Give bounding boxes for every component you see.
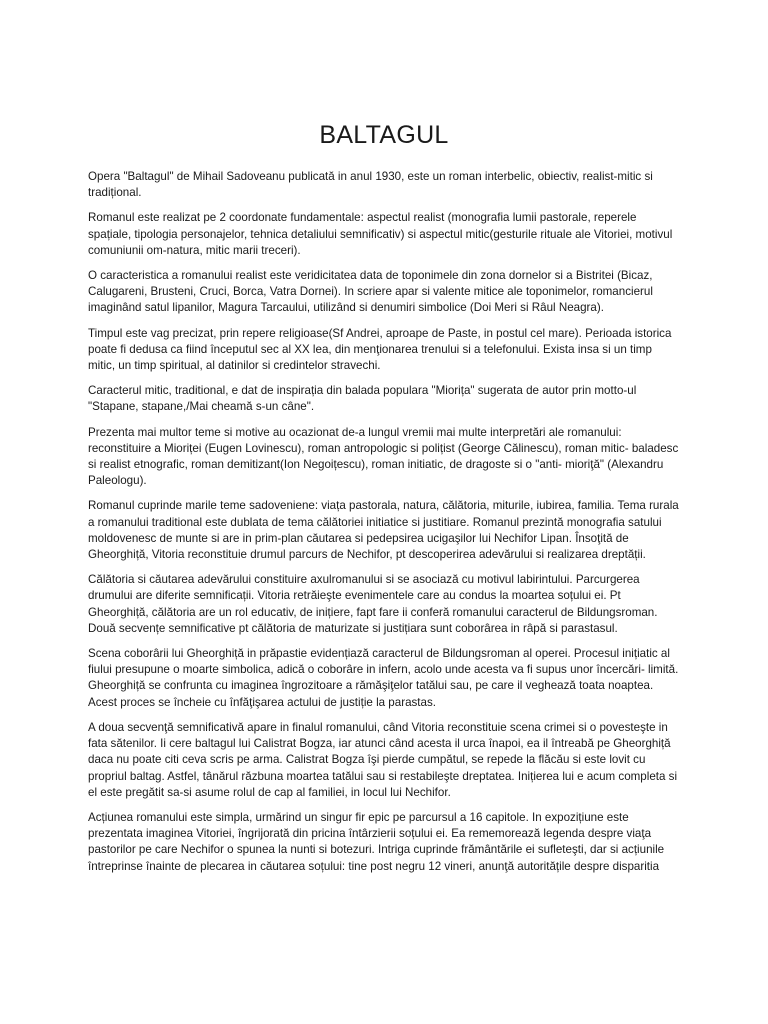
paragraph-1: Opera "Baltagul" de Mihail Sadoveanu publicată in anul 1930, este un roman interbelic, obiectiv, realist-mitic si tradițional. <box>88 170 653 200</box>
paragraph-11: Acțiunea romanului este simpla, urmărind un singur fir epic pe parcursul a 16 capitole. In expozițiune este prezentata imaginea Vitoriei, îngrijorată din pricina întârzierii soțului ei. Ea rememorează legenda despre viaţa pastorilor pe care Nechifor o spunea la nunti si botezuri. Intriga cuprinde frământările ei sufleteşti, dar si acțiunile întreprinse înainte de plecarea in căutarea soțului: tine post negru 12 vineri, anunţă autoritățile despre disparitia <box>88 810 665 873</box>
paragraph-9: Scena coborârii lui Gheorghiță in prăpastie evidențiază caracterul de Bildungsroman al operei. Procesul inițiatic al fiului presupune o moarte simbolica, adică o coborâre in infern, acolo unde acesta va fi supus unor încercări- limită. Gheorghiță se confrunta cu imaginea îngrozitoare a rămăşiţelor tatălui sau, pe care il veghează toata noaptea. Acest proces se încheie cu înfăţişarea actului de justiție la parastas. <box>88 647 679 709</box>
document-title: BALTAGUL <box>319 121 449 149</box>
paragraph-7: Romanul cuprinde marile teme sadoveniene: viața pastorala, natura, călătoria, miturile, iubirea, familia. Tema rurala a romanului traditional este dublata de tema călătoriei initiatice si justitiare. Romanul prezintă monografia satului moldovenesc de munte si are in prim-plan căutarea si pedepsirea ucigaşilor lui Nechifor Lipan. Însoţită de Gheorghiță, Vitoria reconstituie drumul parcurs de Nechifor, pt descoperirea adevărului si realizarea dreptății. <box>88 499 679 562</box>
paragraph-8: Călătoria si căutarea adevărului constituire axulromanului si se asociază cu motivul labirintului. Parcurgerea drumului are diferite semnificații. Vitoria retrăieşte evenimentele care au condus la moartea soțului ei. Pt Gheorghiță, călătoria are un rol educativ, de inițiere, fapt fare ii conferă romanului caracterul de Bildungsroman. Două secvențe semnificative pt călătoria de maturizate si justițiara sunt coborârea in râpă si parastasul. <box>88 573 658 635</box>
paragraph-4: Timpul este vag precizat, prin repere religioase(Sf Andrei, aproape de Paste, in postul cel mare). Perioada istorica poate fi dedusa ca fiind începutul sec al XX lea, din menţionarea trenului si a telefonului. Exista insa si un timp mitic, un timp spiritual, al datinilor si credintelor stravechi. <box>88 326 672 373</box>
document-body <box>88 169 680 875</box>
paragraph-3: O caracteristica a romanului realist este veridicitatea data de toponimele din zona dornelor si a Bistritei (Bicaz, Calugareni, Brusteni, Cruci, Borca, Vatra Dornei). In scriere apar si valente mitice ale toponimelor, romancierul imaginând satul lipanilor, Magura Tarcaului, utilizând si denumiri simbolice (Doi Meri si Râul Neagra). <box>88 269 653 315</box>
paragraph-6: Prezenta mai multor teme si motive au ocazionat de-a lungul vremii mai multe interpretări ale romanului: reconstituire a Mioriței (Eugen Lovinescu), roman antropologic si polițist (George Călinescu), roman mitic- baladesc si realist etnografic, roman demitizant(Ion Negoițescu), roman initiatic, de dragoste si o "anti- mioriţă" (Alexandru Paleologu). <box>88 425 679 488</box>
paragraph-10: A doua secvenţă semnificativă apare in finalul romanului, când Vitoria reconstituie scena crimei si o povesteşte in fata sătenilor. Ii cere baltagul lui Calistrat Bogza, iar atunci când acesta il urca înapoi, ea il întreabă pe Gheorghiță daca nu poate citi ceva scris pe arma. Calistrat Bogza îşi pierde cumpătul, se repede la flăcău si este lovit cu propriul baltag. Astfel, tânărul răzbuna moartea tatălui sau si restabileşte dreptatea. Inițierea lui e acum completa si el este pregătit sa-si asume rolul de cap al familiei, in locul lui Nechifor. <box>88 720 678 799</box>
paragraph-2: Romanul este realizat pe 2 coordonate fundamentale: aspectul realist (monografia lumii pastorale, reperele spațiale, tipologia personajelor, tehnica detaliului semnificativ) si aspectul mitic(gesturile rituale ale Vitoriei, motivul comuniunii om-natura, mitic marii treceri). <box>88 211 673 257</box>
paragraph-5: Caracterul mitic, traditional, e dat de inspirația din balada populara "Miorița" sugerata de autor prin motto-ul "Stapane, stapane,/Mai cheamă s-un câne". <box>88 384 637 414</box>
